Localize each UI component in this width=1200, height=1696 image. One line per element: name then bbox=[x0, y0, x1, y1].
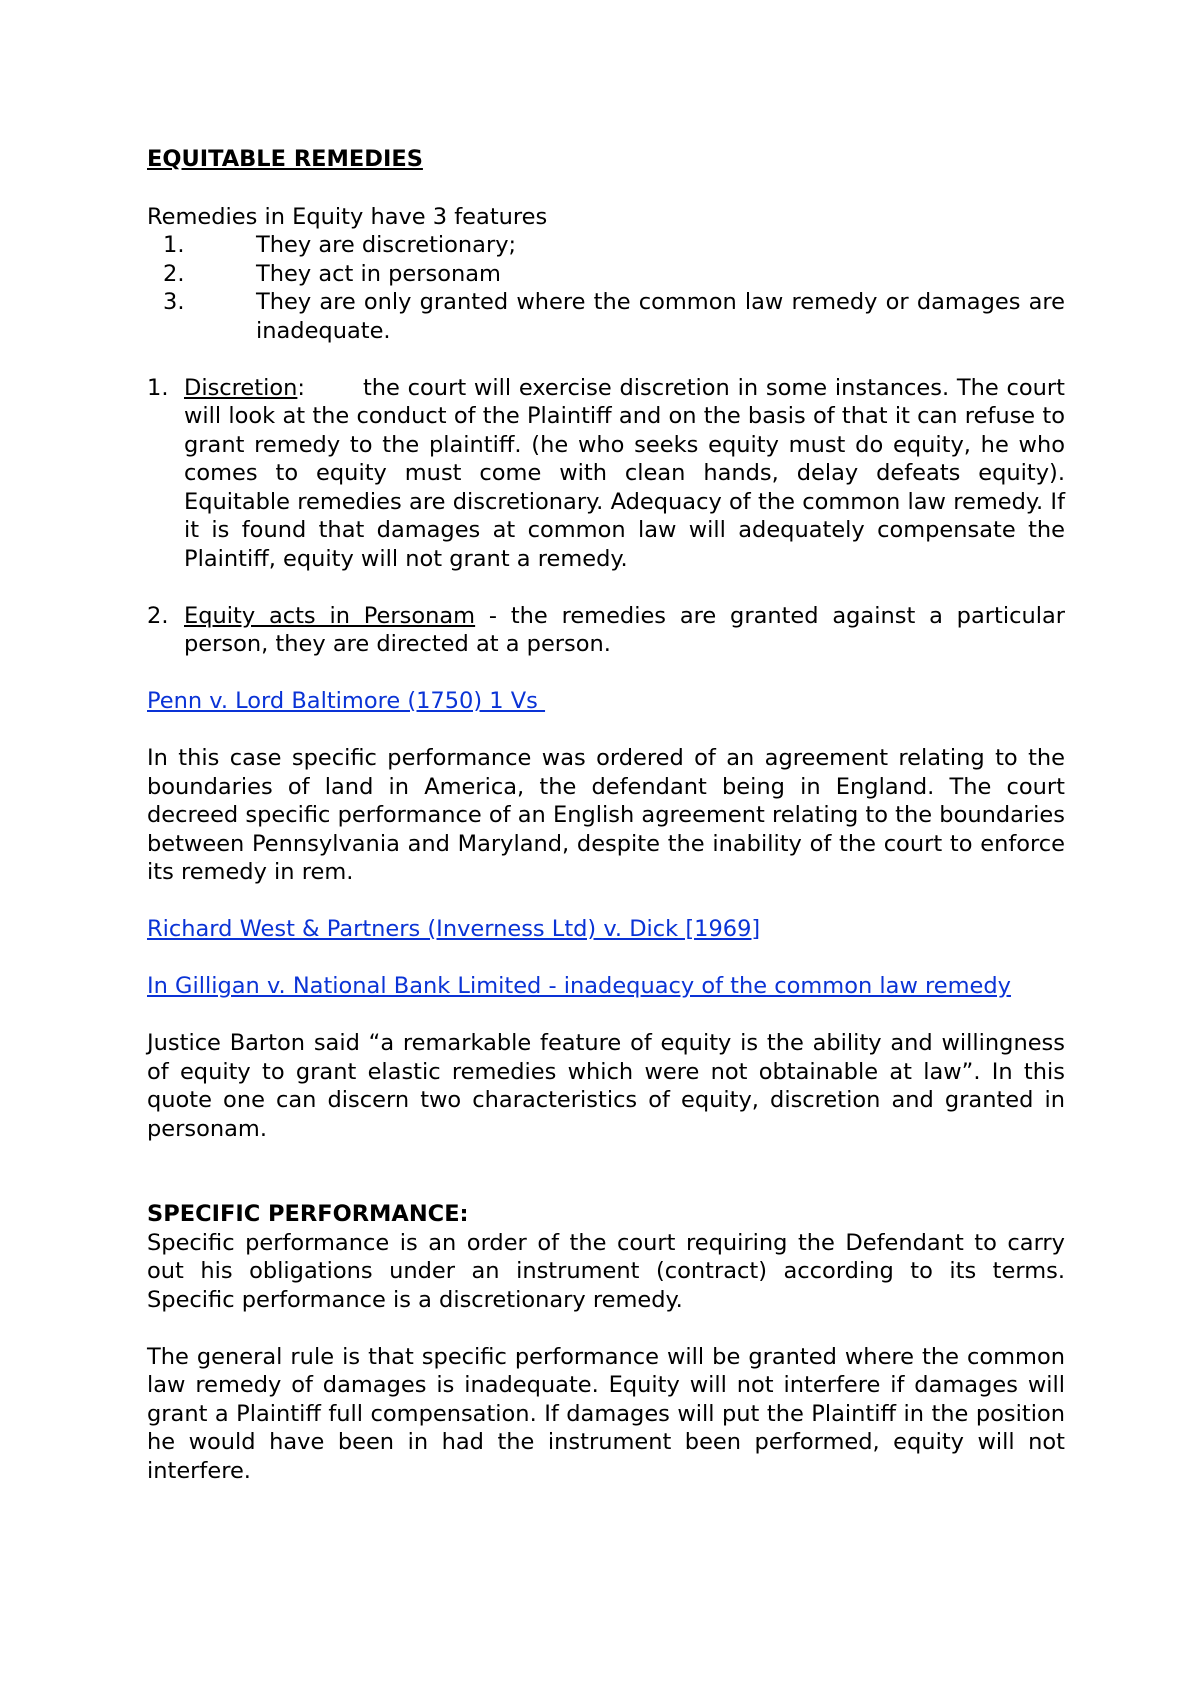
list-item-number: 1. bbox=[163, 232, 185, 258]
point-term: Discretion bbox=[184, 374, 298, 401]
penn-paragraph: In this case specific performance was ordered of an agreement relating to the boundaries of land in America, the defendant being in England. The court decreed specific performance of an English agreement relating to the boundaries between Pennsylvania and Maryland, despite the inability of the court to enforce its remedy in rem. bbox=[147, 745, 1065, 885]
list-item bbox=[147, 260, 1065, 289]
document-body bbox=[147, 145, 1065, 1485]
point-term: Equity acts in Personam bbox=[184, 602, 476, 629]
list-item-text: They are only granted where the common law remedy or damages are inadequate. bbox=[256, 289, 1065, 344]
intro-text: Remedies in Equity have 3 features bbox=[147, 203, 548, 230]
list-item-text bbox=[184, 602, 1065, 659]
list-item bbox=[147, 602, 1065, 659]
points-list-continued bbox=[147, 602, 1065, 659]
list-item-number: 1. bbox=[147, 374, 169, 401]
specific-performance-paragraph: Specific performance is an order of the court requiring the Defendant to carry out his obligations under an instrument (contract) according to its terms. Specific performance is a discretionary remedy. bbox=[147, 1229, 1065, 1313]
document-title: EQUITABLE REMEDIES bbox=[147, 146, 423, 172]
list-item bbox=[147, 288, 1065, 345]
section-heading: SPECIFIC PERFORMANCE: bbox=[147, 1201, 469, 1227]
list-item bbox=[147, 231, 1065, 260]
list-item-number: 3. bbox=[163, 289, 185, 315]
case-link-gilligan[interactable]: In Gilligan v. National Bank Limited - inadequacy of the common law remedy bbox=[147, 973, 1011, 999]
case-link-penn[interactable]: Penn v. Lord Baltimore (1750) 1 Vs bbox=[147, 688, 546, 714]
point-separator: : bbox=[297, 374, 305, 401]
list-item-number: 2. bbox=[163, 260, 185, 287]
point-body: - the remedies are granted against a particular person, they are directed at a person. bbox=[184, 602, 1065, 657]
list-item-text: They are discretionary; bbox=[256, 232, 517, 258]
barton-paragraph: Justice Barton said “a remarkable feature of equity is the ability and willingness of equity to grant elastic remedies which were not obtainable at law”. In this quote one can discern two characteristics of equity, discretion and granted in personam. bbox=[147, 1030, 1065, 1142]
general-rule-paragraph: The general rule is that specific performance will be granted where the common law remedy of damages is inadequate. Equity will not interfere if damages will grant a Plaintiff full compensation. If damages will put the Plaintiff in the position he would have been in had the instrument been performed, equity will not interfere. bbox=[147, 1343, 1065, 1484]
list-item bbox=[147, 374, 1065, 574]
list-item-text bbox=[184, 374, 1065, 574]
list-item-text: They act in personam bbox=[256, 260, 501, 287]
case-link-richard-west[interactable]: Richard West & Partners (Inverness Ltd) v. Dick [1969] bbox=[147, 916, 761, 942]
point-body: the court will exercise discretion in some instances. The court will look at the conduct of the Plaintiff and on the basis of that it can refuse to grant remedy to the plaintiff. (he who seeks equity must do equity, he who comes to equity must come with clean hands, delay defeats equity). Equitable remedies are discretionary. Adequacy of the common law remedy. If it is found that damages at common law will adequately compensate the Plaintiff, equity will not grant a remedy. bbox=[184, 374, 1065, 572]
points-list bbox=[147, 374, 1065, 574]
list-item-number: 2. bbox=[147, 602, 169, 629]
features-list bbox=[147, 231, 1065, 345]
